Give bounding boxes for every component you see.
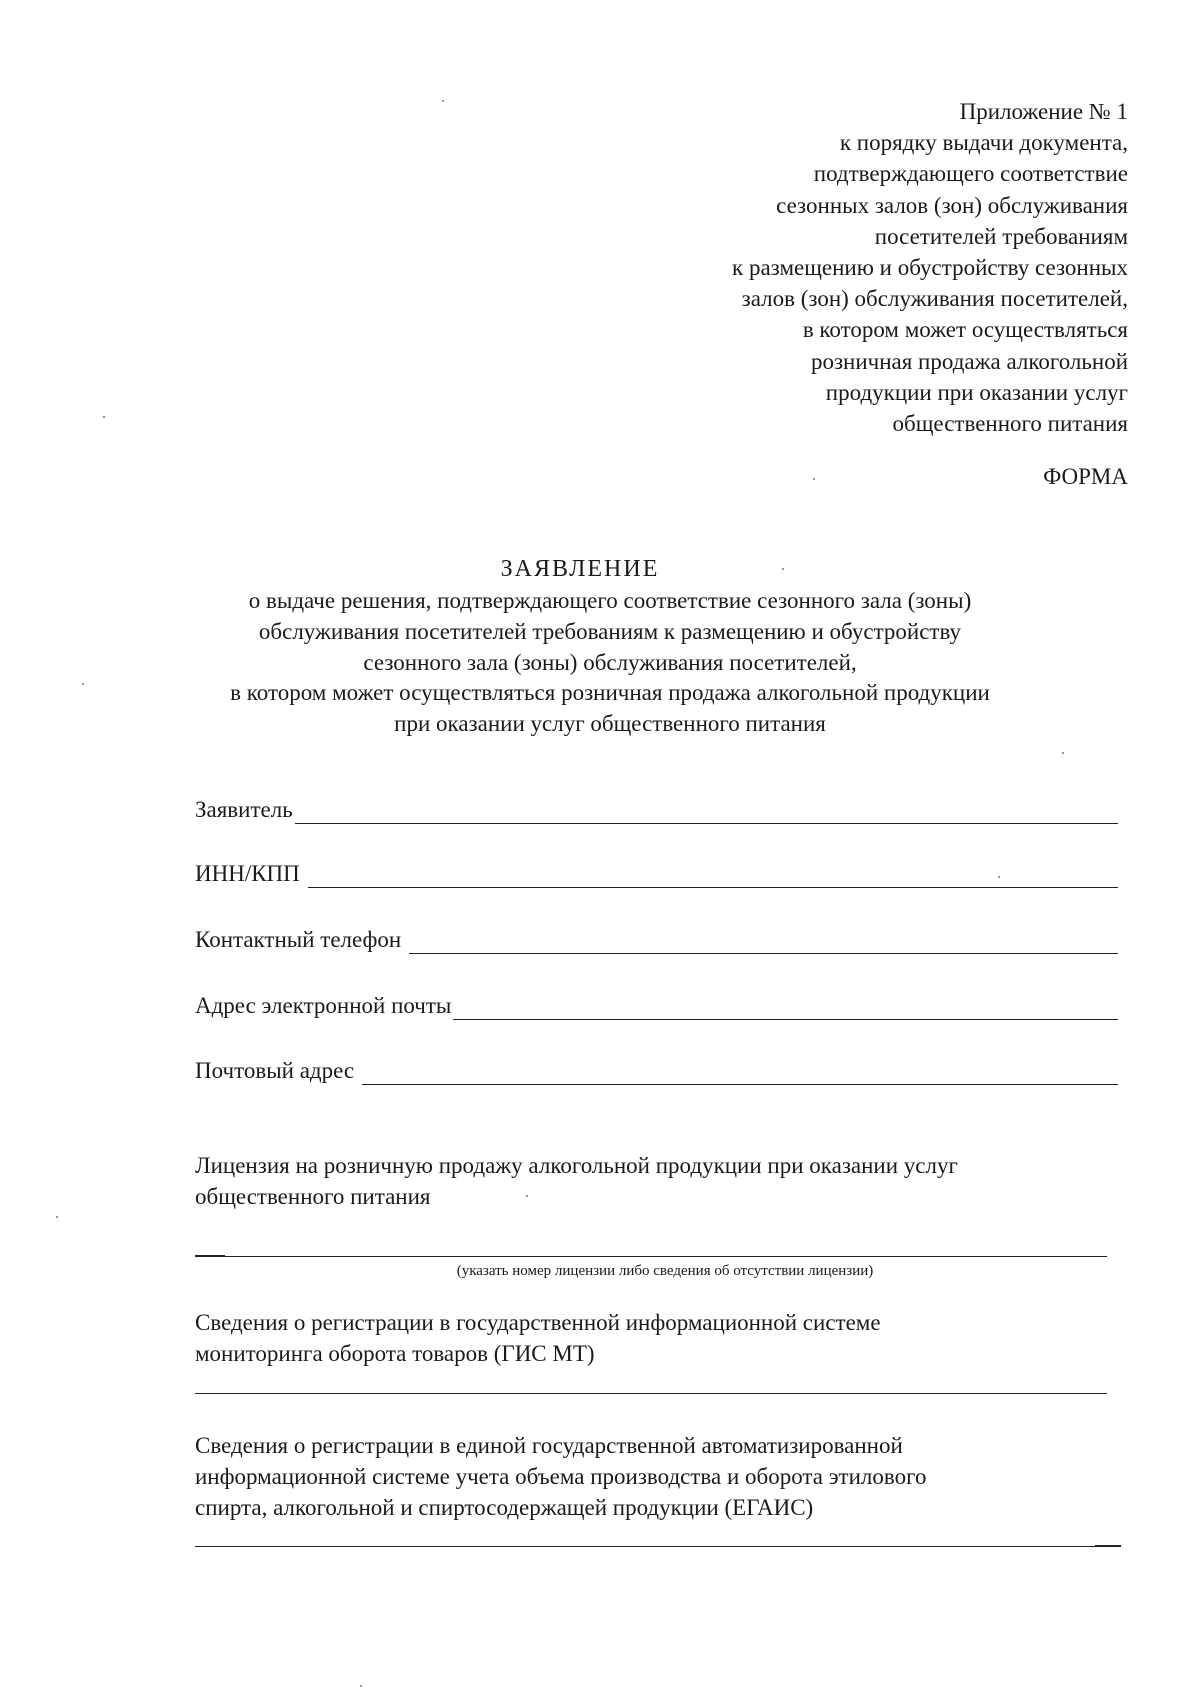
applicant-blank-line[interactable]: [295, 801, 1118, 824]
subtitle-line: о выдаче решения, подтверждающего соответствие сезонного зала (зоны): [248, 588, 972, 613]
inn-kpp-label: ИНН/КПП: [195, 861, 300, 886]
scan-speck: [1062, 752, 1064, 754]
scan-speck: [442, 100, 444, 102]
gis-mt-paragraph: [195, 1307, 1105, 1369]
applicant-field[interactable]: [195, 796, 1118, 824]
scan-speck: [56, 1216, 58, 1218]
document-subtitle: [150, 586, 1070, 740]
license-line: Лицензия на розничную продажу алкогольной продукции при оказании услуг: [195, 1153, 958, 1178]
email-blank-line[interactable]: [453, 997, 1118, 1020]
email-field[interactable]: [195, 992, 1118, 1020]
line-ink-mark: [1095, 1545, 1121, 1547]
scan-speck: [82, 683, 84, 685]
form-label: ФОРМА: [1043, 464, 1128, 489]
postal-address-label: Почтовый адрес: [195, 1058, 355, 1083]
subtitle-line: обслуживания посетителей требованиям к размещению и обустройству: [258, 618, 962, 644]
egais-line: Сведения о регистрации в единой государственной автоматизированной: [195, 1433, 903, 1458]
scan-speck: [813, 478, 815, 480]
email-label: Адрес электронной почты: [195, 993, 452, 1018]
appendix-line: подтверждающего соответствие: [813, 161, 1128, 187]
gis-mt-blank-line[interactable]: [195, 1393, 1107, 1394]
line-ink-mark: [195, 1255, 225, 1257]
appendix-line: в котором может осуществляться: [802, 317, 1128, 343]
license-blank-line[interactable]: [195, 1256, 1107, 1257]
license-note: (указать номер лицензии либо сведения об отсутствии лицензии): [456, 1263, 874, 1279]
inn-kpp-blank-line[interactable]: [308, 865, 1118, 888]
appendix-line: к размещению и обустройству сезонных: [732, 255, 1128, 281]
appendix-line: общественного питания: [892, 411, 1128, 437]
applicant-label: Заявитель: [195, 797, 293, 822]
phone-field[interactable]: [195, 926, 1118, 954]
scan-speck: [360, 1685, 362, 1687]
appendix-line: залов (зон) обслуживания посетителей,: [741, 286, 1128, 312]
egais-line: информационной системе учета объема производства и оборота этилового: [195, 1464, 927, 1489]
egais-blank-line[interactable]: [195, 1546, 1121, 1547]
appendix-header: [568, 96, 1128, 439]
postal-address-field[interactable]: [195, 1057, 1118, 1085]
subtitle-line: при оказании услуг общественного питания: [394, 711, 826, 737]
appendix-line: Приложение № 1: [959, 99, 1128, 124]
license-paragraph: [195, 1150, 1105, 1212]
postal-address-blank-line[interactable]: [362, 1062, 1118, 1085]
appendix-line: розничная продажа алкогольной: [810, 348, 1128, 374]
scan-speck: [782, 568, 784, 570]
appendix-line: продукции при оказании услуг: [825, 379, 1128, 405]
document-title: ЗАЯВЛЕНИЕ: [500, 556, 660, 582]
scan-speck: [998, 876, 1000, 878]
gis-mt-line: мониторинга оборота товаров (ГИС МТ): [195, 1341, 595, 1366]
appendix-line: посетителей требованиям: [874, 223, 1128, 249]
egais-line: спирта, алкогольной и спиртосодержащей продукции (ЕГАИС): [195, 1495, 814, 1520]
phone-blank-line[interactable]: [409, 931, 1118, 954]
appendix-line: к порядку выдачи документа,: [839, 130, 1128, 156]
subtitle-line: в котором может осуществляться розничная продажа алкогольной продукции: [230, 680, 990, 706]
subtitle-line: сезонного зала (зоны) обслуживания посетителей,: [363, 649, 857, 675]
scan-speck: [103, 416, 105, 418]
phone-label: Контактный телефон: [195, 927, 402, 952]
gis-mt-line: Сведения о регистрации в государственной информационной системе: [195, 1310, 881, 1335]
appendix-line: сезонных залов (зон) обслуживания: [776, 192, 1128, 218]
egais-paragraph: [195, 1430, 1105, 1523]
inn-kpp-field[interactable]: [195, 860, 1118, 888]
license-line: общественного питания: [195, 1184, 431, 1209]
scan-speck: [526, 1195, 528, 1197]
